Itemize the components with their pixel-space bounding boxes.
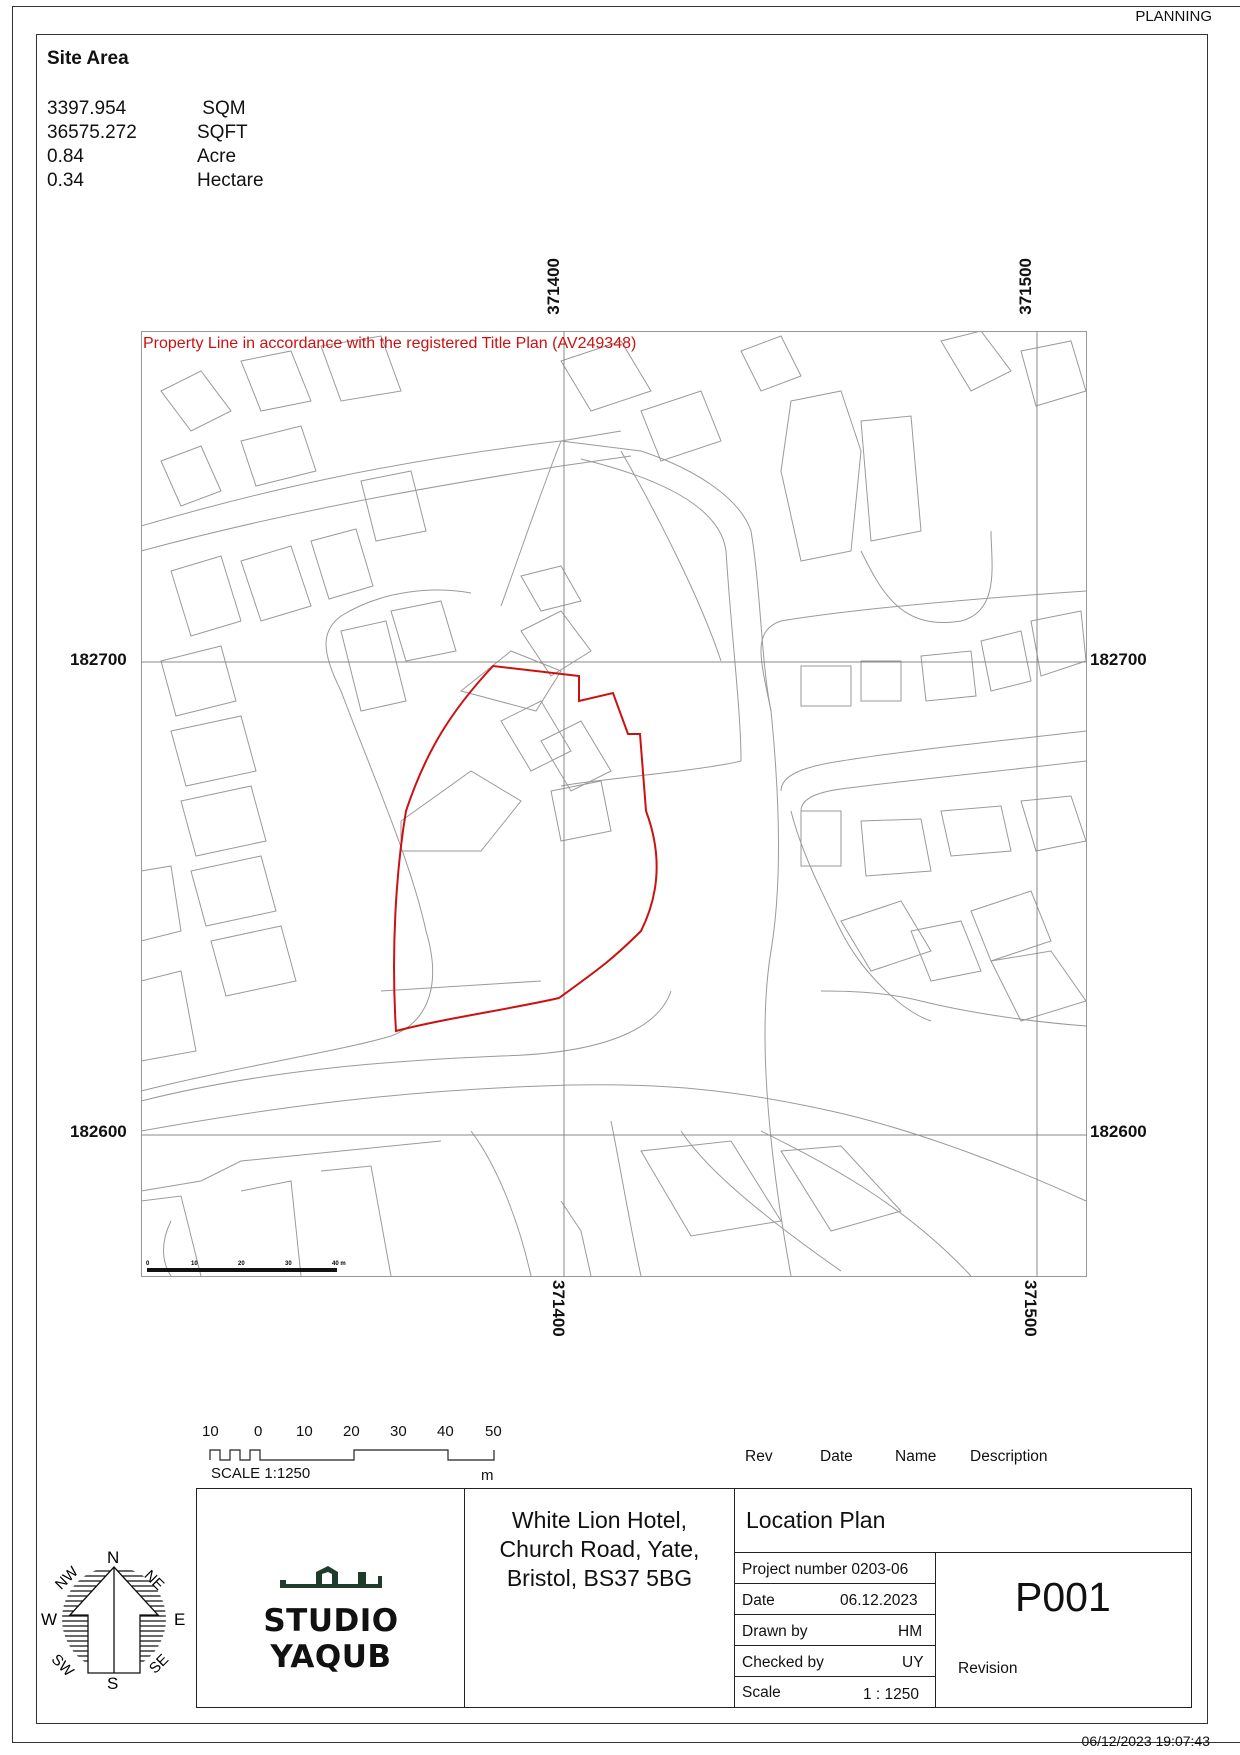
scale-label: SCALE 1:1250 [211,1465,311,1482]
address-line-2: Church Road, Yate, [499,1536,700,1562]
scale-unit: m [481,1467,494,1484]
area-row-acre [47,146,327,168]
checked-by-value: UY [902,1654,924,1671]
scale-tick-0: 0 [254,1423,263,1440]
easting-label-top-2: 371500 [1016,258,1035,315]
area-value: 0.34 [47,170,84,191]
map-scale-tick: 20 [238,1261,245,1267]
scale-tick-20: 20 [343,1423,360,1440]
drawing-title: Location Plan [746,1507,886,1533]
date-value: 06.12.2023 [840,1592,918,1609]
map-scale-tick: 40 m [332,1261,346,1267]
area-unit: Acre [197,146,237,167]
compass-w: W [41,1610,58,1629]
area-value: 0.84 [47,146,84,167]
area-value: 36575.272 [47,122,137,143]
drawn-by-value: HM [898,1623,923,1640]
scale-tick-10-neg: 10 [202,1423,219,1440]
northing-label-right-1: 182700 [1090,650,1147,669]
map-scale-tick: 10 [191,1261,198,1267]
easting-label-bottom-2: 371500 [1021,1280,1040,1337]
date-label: Date [742,1592,775,1609]
logo-cell [196,1488,465,1708]
logo-text: STUDIO YAQUB [263,1603,399,1675]
compass-se: SE [145,1650,173,1678]
area-value: 3397.954 [47,98,127,119]
drawn-by-label: Drawn by [742,1623,808,1640]
revision-label: Revision [958,1660,1018,1677]
rev-description-header: Description [970,1448,1048,1465]
scale-bar [208,1446,498,1462]
northing-label-right-2: 182600 [1090,1122,1147,1141]
property-note: Property Line in accordance with the registered Title Plan (AV249348) [143,335,637,352]
print-timestamp: 06/12/2023 19:07:43 [1081,1733,1210,1749]
compass-s: S [107,1674,119,1693]
area-unit: SQFT [197,122,248,143]
scale-tick-40: 40 [437,1423,454,1440]
area-row-sqm [47,98,327,120]
compass-ne: NE [140,1566,168,1594]
compass-e: E [174,1610,186,1629]
location-map [141,331,1088,1277]
rev-date-header: Date [820,1448,853,1465]
checked-by-label: Checked by [742,1654,824,1671]
site-area-title: Site Area [47,48,129,69]
easting-label-bottom-1: 371400 [549,1280,568,1337]
compass-nw: NW [51,1563,82,1594]
scale-label: Scale [742,1684,781,1701]
area-row-sqft [47,122,327,144]
easting-label-top-1: 371400 [544,258,563,315]
rev-name-header: Name [895,1448,937,1465]
northing-label-left-2: 182600 [70,1122,127,1141]
scale-tick-30: 30 [390,1423,407,1440]
drawing-number: P001 [1015,1574,1111,1620]
map-scale-tick: 0 [146,1261,150,1267]
map-scale-tick: 30 [285,1261,292,1267]
site-address [466,1506,733,1593]
north-arrow-compass [40,1545,188,1693]
area-row-hectare [47,170,327,192]
project-number: Project number 0203-06 [742,1561,909,1578]
compass-sw: SW [47,1650,77,1681]
scale-tick-50: 50 [485,1423,502,1440]
area-unit: SQM [197,98,246,119]
logo-mark-icon [278,1562,384,1590]
area-unit: Hectare [197,170,264,191]
compass-n: N [107,1548,120,1567]
scale-tick-10: 10 [296,1423,313,1440]
planning-label: PLANNING [1135,8,1212,25]
address-line-1: White Lion Hotel, [511,1507,688,1533]
address-line-3: Bristol, BS37 5BG [506,1565,693,1591]
scale-value: 1 : 1250 [863,1686,920,1703]
northing-label-left-1: 182700 [70,650,127,669]
rev-header: Rev [745,1448,773,1465]
